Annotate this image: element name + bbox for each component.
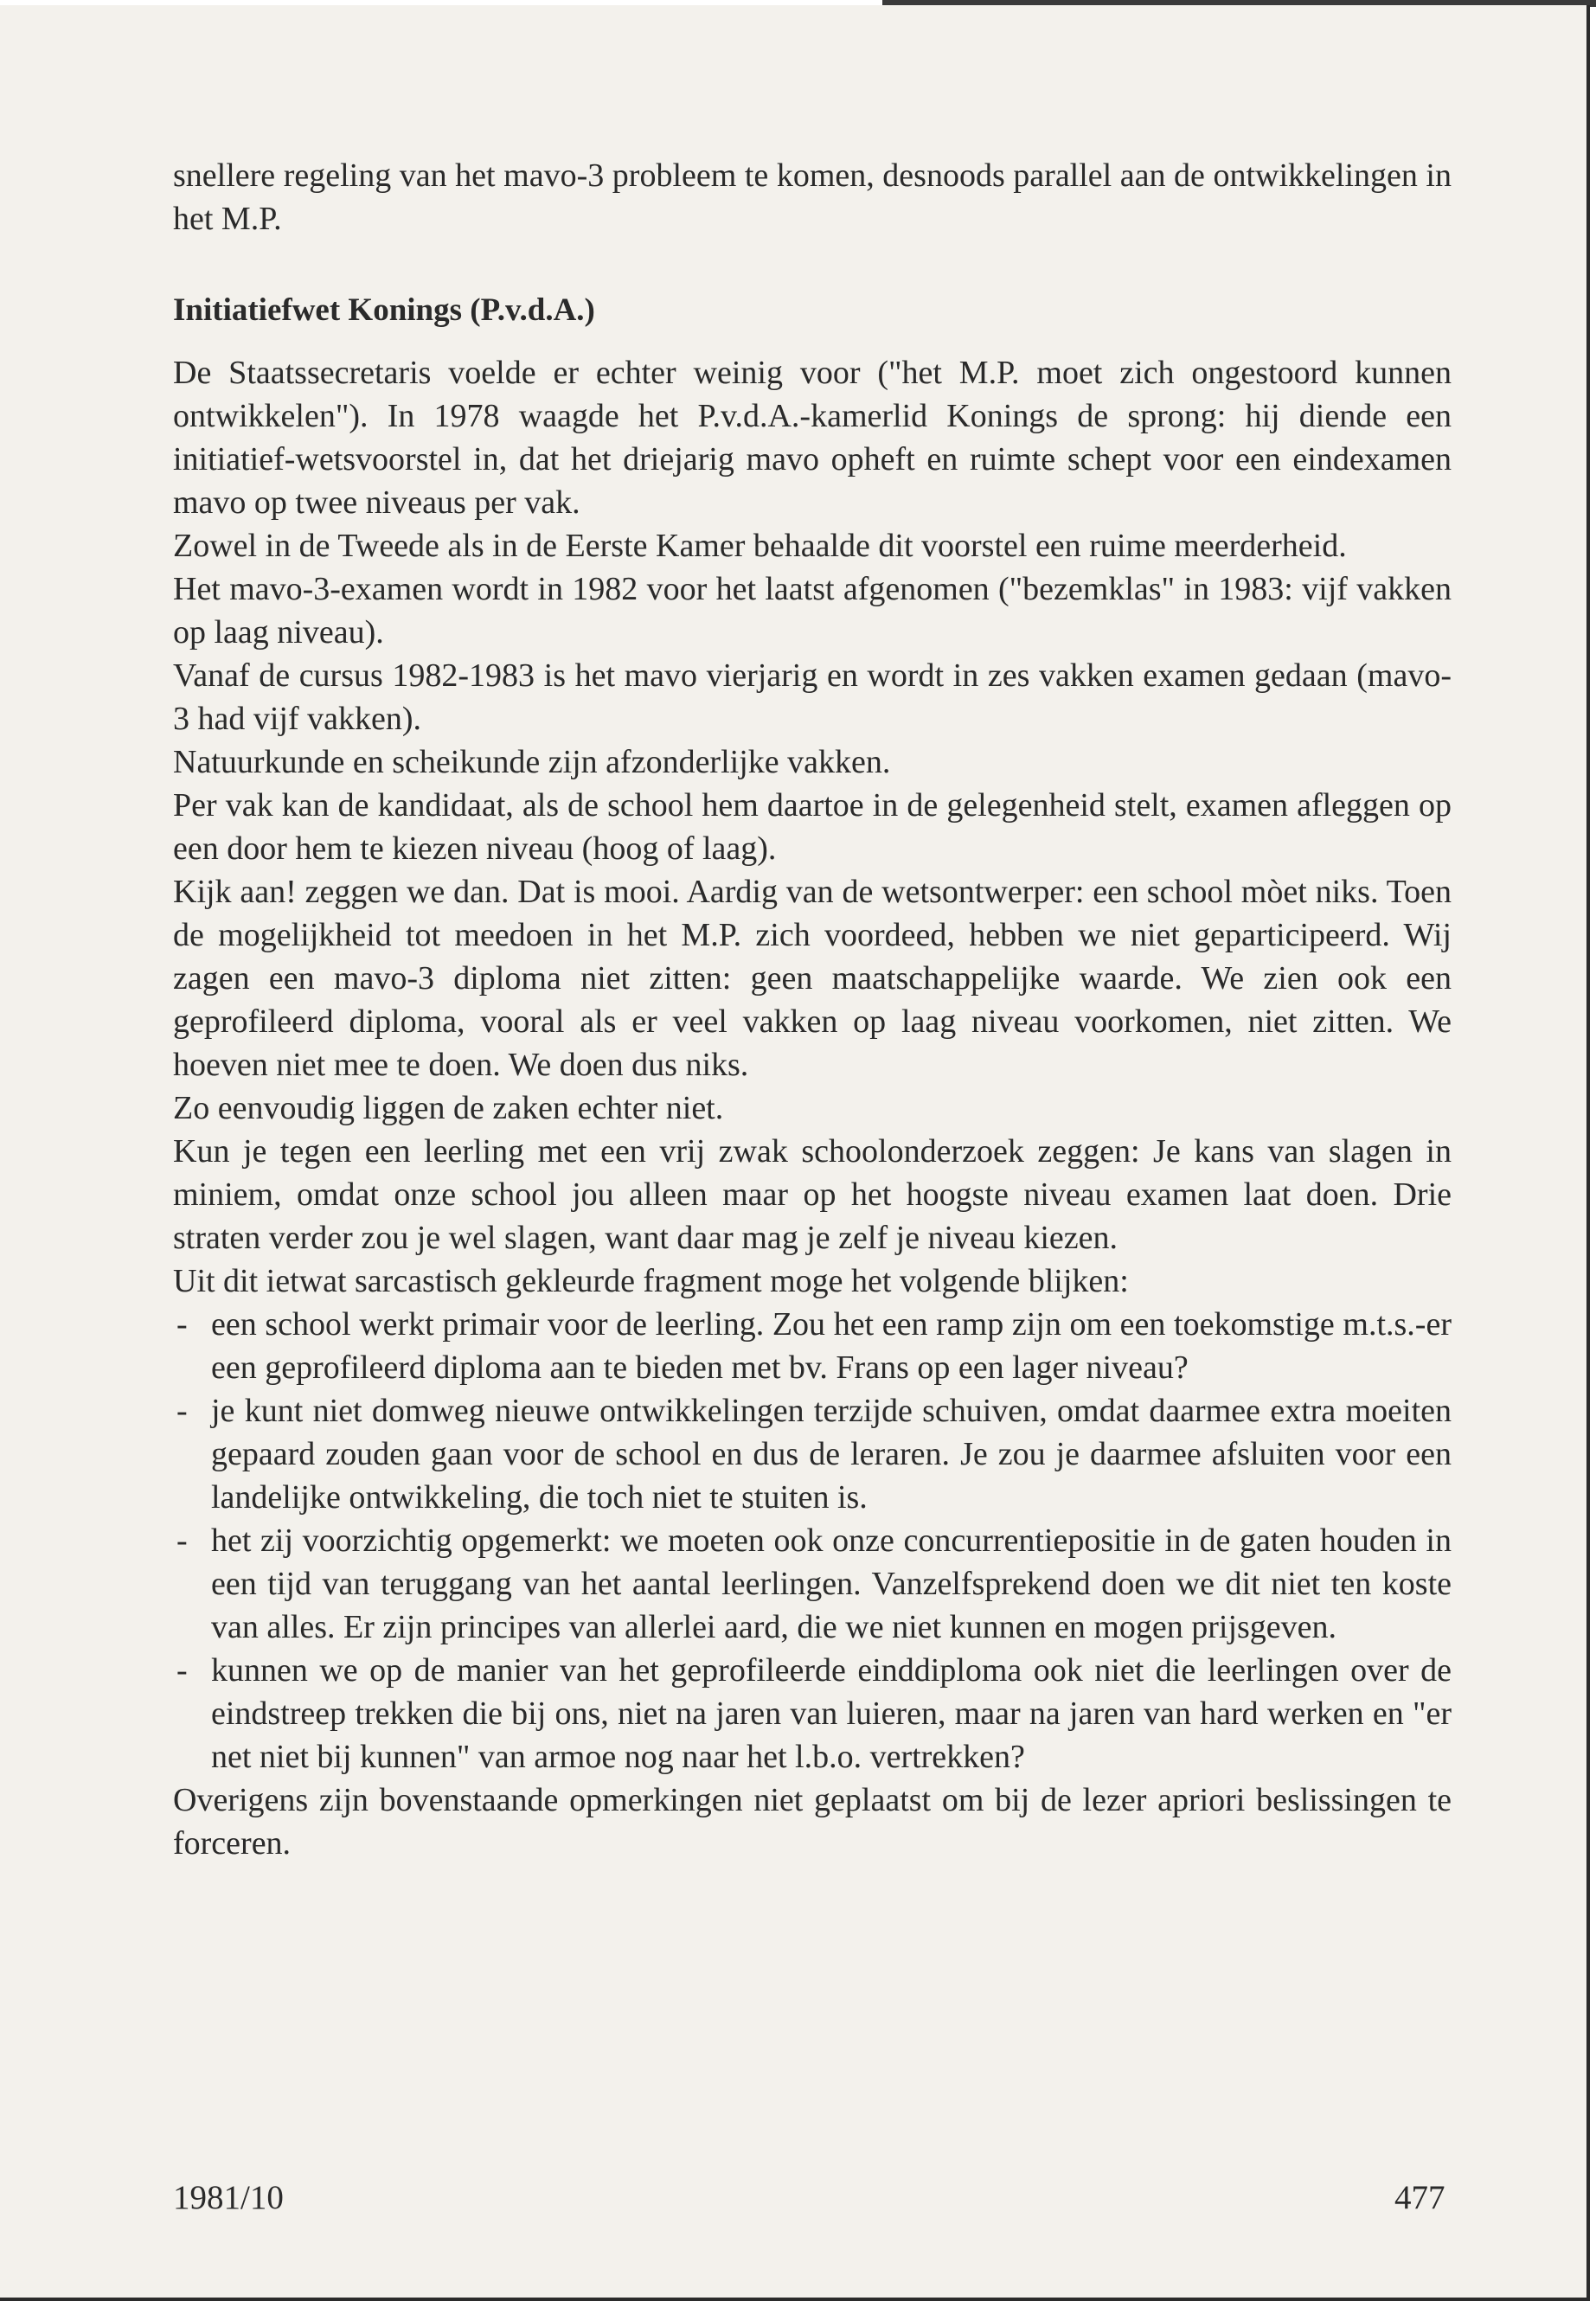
intro-paragraph: snellere regeling van het mavo-3 probleem te komen, desnoods parallel aan de ontwikkelingen in het M.P. [173,157,1452,237]
bullet-list [173,1303,1452,1779]
list-item [173,1649,1452,1779]
list-item [173,1389,1452,1519]
list-item [173,1303,1452,1389]
paragraph: Natuurkunde en scheikunde zijn afzonderlijke vakken. [173,744,891,780]
paragraph: Kijk aan! zeggen we dan. Dat is mooi. Aardig van de wetsontwerper: een school mòet niks. Toen de mogelijkheid tot meedoen in het M.P. zich voordeed, hebben we niet geparticipeerd. Wij zagen een mavo-3 diploma niet zitten: geen maatschappelijke waarde. We zien ook een geprofileerd diploma, vooral als er veel vakken op laag niveau voorkomen, niet zitten. We hoeven niet mee te doen. We doen dus niks. [173,874,1452,1083]
paragraph: Uit dit ietwat sarcastisch gekleurde fragment moge het volgende blijken: [173,1263,1129,1299]
section-heading: Initiatiefwet Konings (P.v.d.A.) [173,292,595,328]
paragraph: Kun je tegen een leerling met een vrij zwak schoolonderzoek zeggen: Je kans van slagen in miniem, omdat onze school jou alleen maar op het hoogste niveau examen laat doen. Drie straten verder zou je wel slagen, want daar mag je zelf je niveau kiezen. [173,1133,1452,1256]
paragraph: Zo eenvoudig liggen de zaken echter niet. [173,1090,724,1126]
issue-number: 1981/10 [173,2179,284,2216]
bullet-marker: - [176,1522,188,1559]
page-content [173,154,1452,1865]
paragraph: Zowel in de Tweede als in de Eerste Kamer behaalde dit voorstel een ruime meerderheid. [173,528,1347,564]
bullet-marker: - [176,1306,188,1343]
list-item-text: je kunt niet domweg nieuwe ontwikkelingen terzijde schuiven, omdat daarmee extra moeiten gepaard zouden gaan voor de school en dus de leraren. Je zou je daarmee afsluiten voor een landelijke ontwikkeling, die toch niet te stuiten is. [211,1393,1452,1516]
bullet-marker: - [176,1393,188,1429]
paragraph: Per vak kan de kandidaat, als de school hem daartoe in de gelegenheid stelt, examen afleggen op een door hem te kiezen niveau (hoog of laag). [173,787,1452,867]
paragraph: De Staatssecretaris voelde er echter weinig voor ("het M.P. moet zich ongestoord kunnen ontwikkelen"). In 1978 waagde het P.v.d.A.-kamerlid Konings de sprong: hij diende een initiatief-wetsvoorstel in, dat het driejarig mavo opheft en ruimte schept voor een eindexamen mavo op twee niveaus per vak. [173,355,1452,521]
paragraph: Het mavo-3-examen wordt in 1982 voor het laatst afgenomen ("bezemklas" in 1983: vijf vakken op laag niveau). [173,571,1452,651]
bullet-marker: - [176,1652,188,1689]
list-item-text: een school werkt primair voor de leerling. Zou het een ramp zijn om een toekomstige m.t.s.-er een geprofileerd diploma aan te bieden met bv. Frans op een lager niveau? [211,1306,1452,1386]
page-number: 477 [1394,2179,1445,2216]
closing-paragraph: Overigens zijn bovenstaande opmerkingen niet geplaatst om bij de lezer apriori beslissingen te forceren. [173,1782,1452,1862]
list-item-text: het zij voorzichtig opgemerkt: we moeten ook onze concurrentiepositie in de gaten houden in een tijd van teruggang van het aantal leerlingen. Vanzelfsprekend doen we dit niet ten koste van alles. Er zijn principes van allerlei aard, die we niet kunnen en mogen prijsgeven. [211,1522,1452,1645]
list-item [173,1519,1452,1649]
paragraph: Vanaf de cursus 1982-1983 is het mavo vierjarig en wordt in zes vakken examen gedaan (mavo-3 had vijf vakken). [173,657,1452,737]
list-item-text: kunnen we op de manier van het geprofileerde einddiploma ook niet die leerlingen over de eindstreep trekken die bij ons, niet na jaren van luieren, maar na jaren van hard werken en "er net niet bij kunnen" van armoe nog naar het l.b.o. vertrekken? [211,1652,1452,1775]
